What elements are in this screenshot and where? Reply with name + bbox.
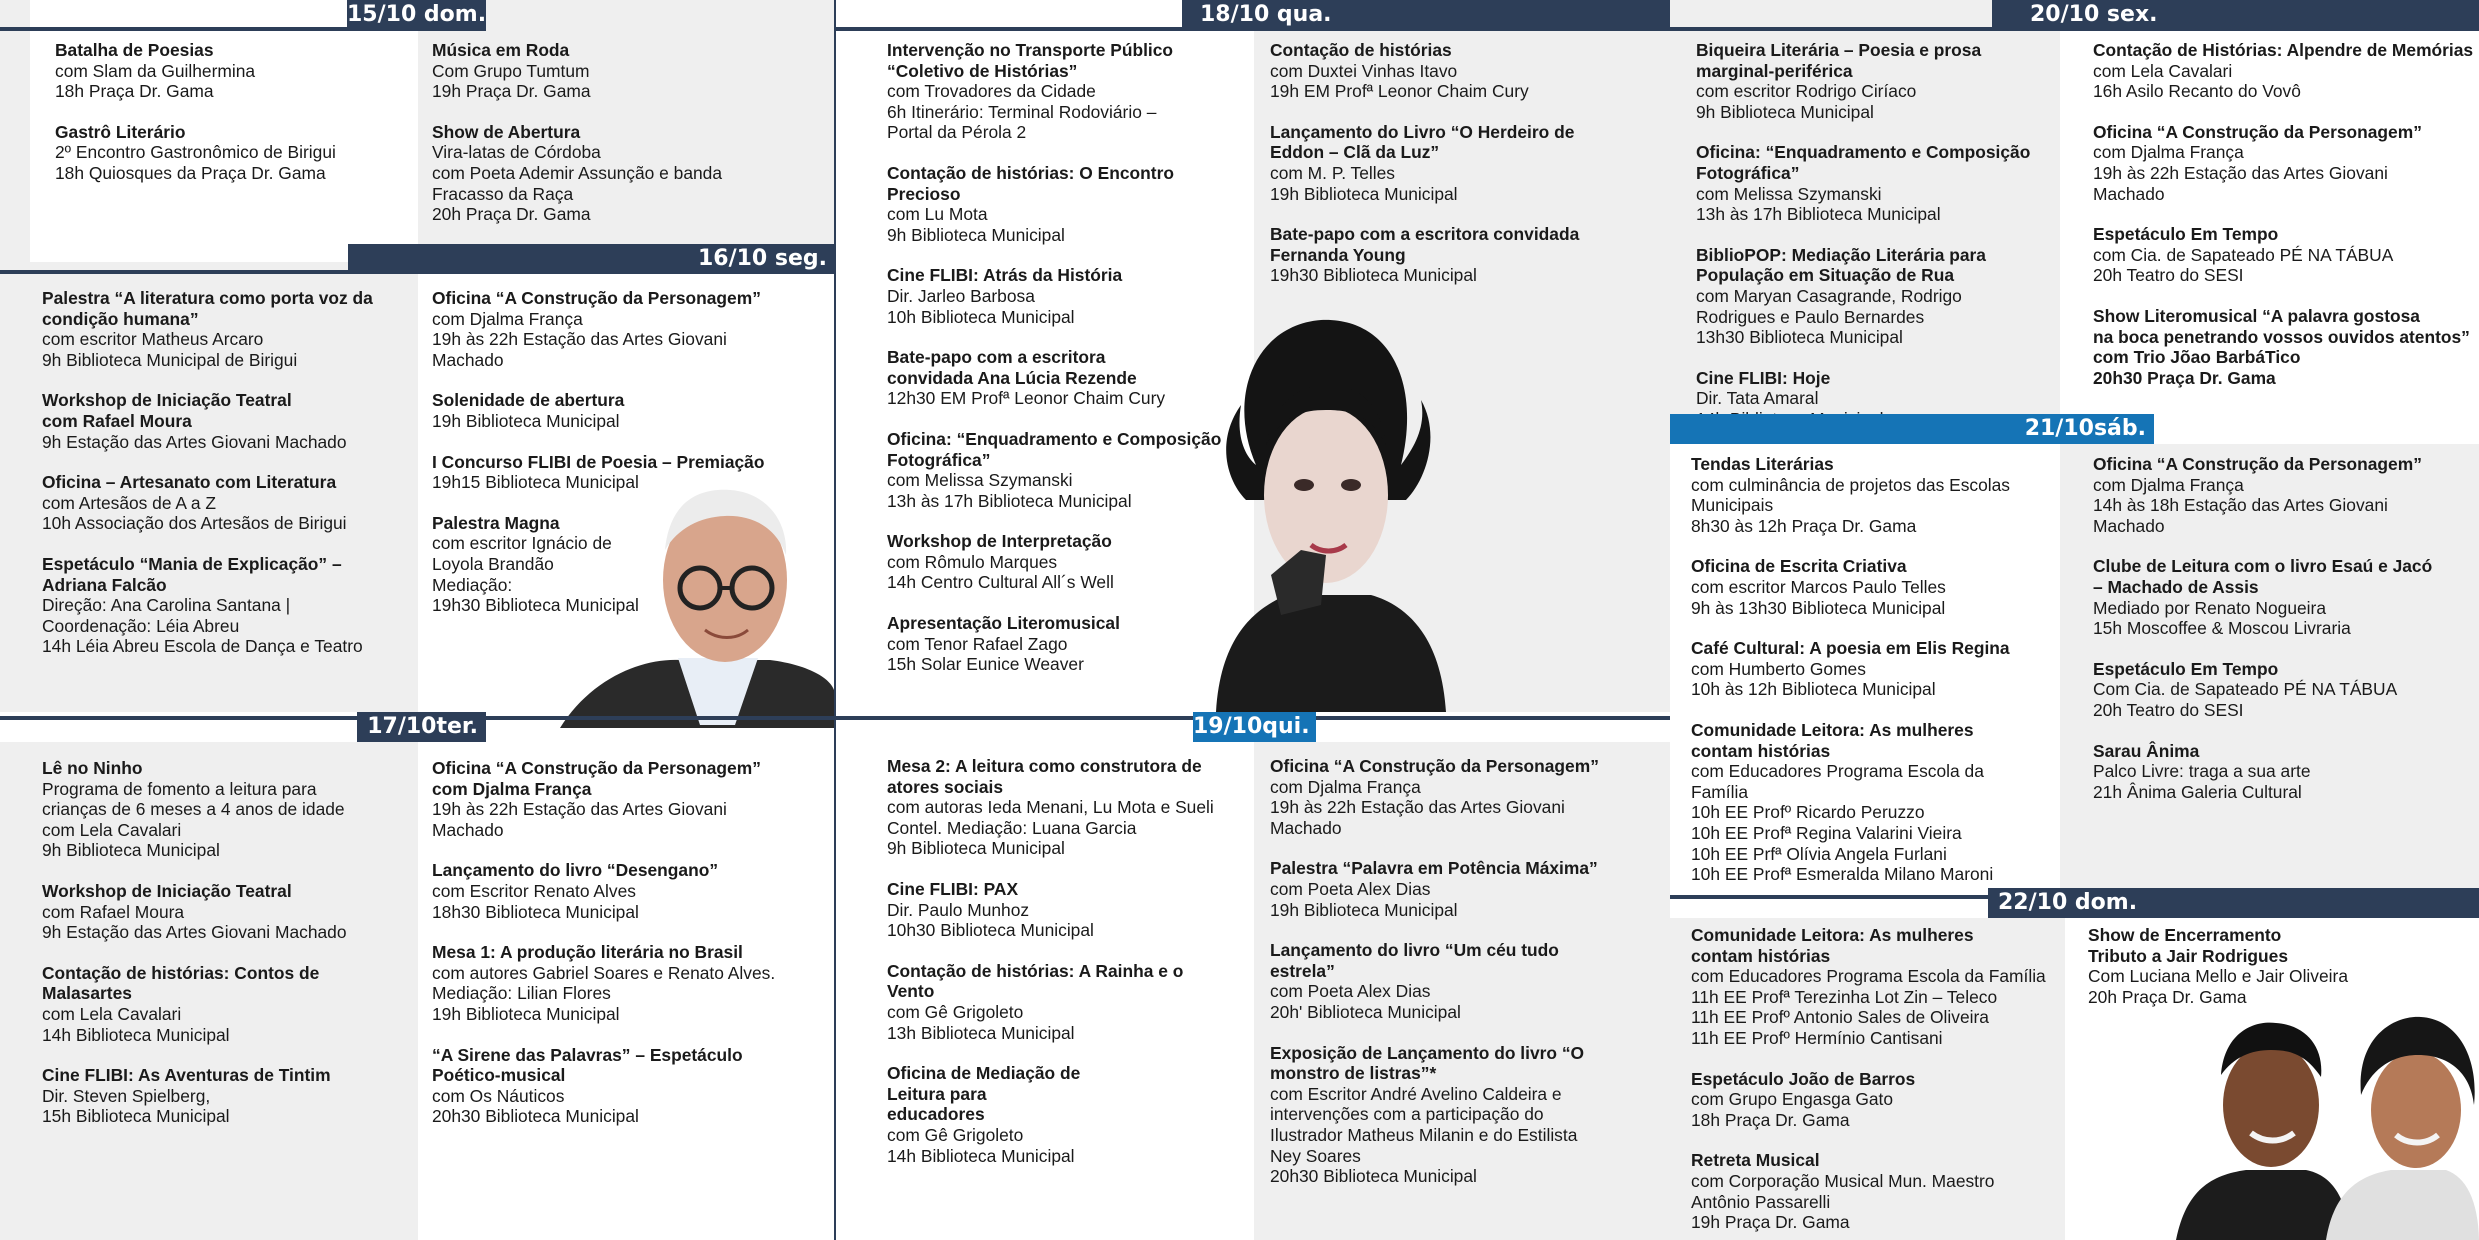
event-details: Com Luciana Mello e Jair Oliveira 20h Praça Dr. Gama bbox=[2088, 966, 2348, 1007]
event-title: Bate-papo com a escritora convidada Ana Lúcia Rezende bbox=[887, 347, 1137, 388]
event-title: Cine FLIBI: Atrás da História bbox=[887, 265, 1123, 286]
event-title: Solenidade de abertura bbox=[432, 390, 625, 411]
event-item bbox=[432, 288, 832, 370]
event-title: Cine FLIBI: Hoje bbox=[1696, 367, 1831, 388]
event-title: Contação de histórias bbox=[1270, 40, 1452, 60]
col-19-left bbox=[887, 756, 1252, 1186]
event-title: I Concurso FLIBI de Poesia – Premiação bbox=[432, 451, 765, 472]
date-tab-15: 15/10 dom. bbox=[347, 0, 486, 30]
event-item bbox=[432, 1045, 832, 1127]
event-details: com Duxtei Vinhas Itavo 19h EM Profª Leonor Chaim Cury bbox=[1270, 60, 1529, 102]
event-title: Lançamento do livro “Um céu tudo estrela” bbox=[1270, 940, 1559, 981]
event-details: com Cia. de Sapateado PÉ NA TÁBUA 20h Teatro do SESI bbox=[2093, 244, 2394, 286]
event-item bbox=[1696, 142, 2061, 224]
event-item bbox=[2093, 454, 2479, 536]
event-item bbox=[42, 963, 417, 1045]
event-item bbox=[2088, 925, 2479, 1007]
event-details: 12h30 EM Profª Leonor Chaim Cury bbox=[887, 388, 1166, 409]
event-title: Biqueira Literária – Poesia e prosa marginal-periférica bbox=[1696, 40, 1982, 81]
event-details: Palco Livre: traga a sua arte 21h Ânima Galeria Cultural bbox=[2093, 761, 2311, 802]
event-details: com autoras Ieda Menani, Lu Mota e Sueli Contel. Mediação: Luana Garcia 9h Biblioteca Municipal bbox=[887, 797, 1214, 859]
event-title: Sarau Ânima bbox=[2093, 740, 2200, 761]
portrait-photo-duo bbox=[2156, 1015, 2479, 1240]
col-18-right bbox=[1270, 40, 1668, 306]
event-title: Contação de Histórias: Alpendre de Memórias bbox=[2093, 40, 2474, 60]
event-details: com Djalma França 14h às 18h Estação das Artes Giovani Machado bbox=[2093, 474, 2388, 536]
event-item bbox=[42, 472, 417, 534]
panel-1 bbox=[0, 0, 835, 1240]
event-item bbox=[1691, 1150, 2066, 1232]
event-title: Retreta Musical bbox=[1691, 1150, 1820, 1171]
event-details: com Artesãos de A a Z 10h Associação dos Artesãos de Birigui bbox=[42, 492, 347, 534]
event-title: Oficina de Mediação de Leitura para educadores bbox=[887, 1063, 1081, 1125]
event-item bbox=[2093, 741, 2479, 803]
event-details: com Gê Grigoleto 14h Biblioteca Municipal bbox=[887, 1124, 1075, 1166]
event-details: Dir. Steven Spielberg, 15h Biblioteca Municipal bbox=[42, 1085, 230, 1127]
event-details: com Educadores Programa Escola da Família 10h EE Profº Ricardo Peruzzo 10h EE Profª Regina Valarini Vieira 10h EE Prfª Olívia Angela Furlani 10h EE Profª Esmeralda Milano Maroni bbox=[1691, 761, 1994, 885]
event-item bbox=[42, 554, 417, 657]
event-title: Comunidade Leitora: As mulheres contam histórias bbox=[1691, 925, 1974, 966]
event-details: com Rafael Moura 9h Estação das Artes Giovani Machado bbox=[42, 901, 347, 943]
event-title: Espetáculo Em Tempo bbox=[2093, 658, 2279, 679]
event-item bbox=[1270, 756, 1668, 838]
event-details: com Corporação Musical Mun. Maestro Antônio Passarelli 19h Praça Dr. Gama bbox=[1691, 1170, 1995, 1233]
event-details: Com Cia. de Sapateado PÉ NA TÁBUA 20h Teatro do SESI bbox=[2093, 679, 2398, 720]
event-item bbox=[432, 40, 832, 102]
event-details: Com Grupo Tumtum 19h Praça Dr. Gama bbox=[432, 60, 591, 102]
event-title: Intervenção no Transporte Público “Coletivo de Histórias” bbox=[887, 40, 1174, 81]
col-15-left bbox=[55, 40, 410, 204]
event-title: BiblioPOP: Mediação Literária para População em Situação de Rua bbox=[1696, 244, 1986, 286]
event-item bbox=[887, 163, 1252, 245]
event-title: Oficina: “Enquadramento e Composição Fotográfica” bbox=[887, 428, 1222, 470]
event-item bbox=[2093, 659, 2479, 721]
event-title: Bate-papo com a escritora convidada Fernanda Young bbox=[1270, 224, 1580, 265]
event-details: com culminância de projetos das Escolas Municipais 8h30 às 12h Praça Dr. Gama bbox=[1691, 474, 2010, 536]
event-item bbox=[42, 881, 417, 943]
event-item bbox=[887, 756, 1252, 859]
event-details: com Melissa Szymanski 13h às 17h Biblioteca Municipal bbox=[887, 470, 1132, 511]
event-details: com Educadores Programa Escola da Família 11h EE Profª Terezinha Lot Zin – Teleco 11h EE Profº Antonio Sales de Oliveira 11h EE Profº Hermínio Cantisani bbox=[1691, 966, 2046, 1048]
col-16-left bbox=[42, 288, 417, 677]
event-title: Espetáculo Em Tempo bbox=[2093, 224, 2279, 245]
event-details: 19h às 22h Estação das Artes Giovani Machado bbox=[432, 799, 727, 840]
event-details: Vira-latas de Córdoba com Poeta Ademir Assunção e banda Fracasso da Raça 20h Praça Dr. Gama bbox=[432, 142, 723, 225]
event-details: com Maryan Casagrande, Rodrigo Rodrigues e Paulo Bernardes 13h30 Biblioteca Municipal bbox=[1696, 285, 1962, 348]
event-details: com Poeta Alex Dias 19h Biblioteca Municipal bbox=[1270, 878, 1458, 920]
event-title: Lê no Ninho bbox=[42, 758, 143, 778]
event-item bbox=[2093, 306, 2479, 388]
event-item bbox=[42, 390, 417, 452]
event-title: Contação de histórias: Contos de Malasartes bbox=[42, 962, 320, 1004]
event-details: com Lela Cavalari 14h Biblioteca Municipal bbox=[42, 1003, 230, 1045]
event-item bbox=[432, 758, 832, 840]
event-title: Contação de histórias: O Encontro Precioso bbox=[887, 162, 1174, 204]
event-details: com escritor Rodrigo Ciríaco 9h Biblioteca Municipal bbox=[1696, 81, 1917, 122]
event-title: Cine FLIBI: As Aventuras de Tintim bbox=[42, 1065, 331, 1086]
event-title: Batalha de Poesias bbox=[55, 40, 214, 60]
event-details: com Lela Cavalari 16h Asilo Recanto do Vovô bbox=[2093, 60, 2301, 102]
event-details: 19h Biblioteca Municipal bbox=[432, 410, 620, 431]
event-item bbox=[2093, 224, 2479, 286]
event-title: Mesa 2: A leitura como construtora de atores sociais bbox=[887, 756, 1202, 797]
col-20-left bbox=[1696, 40, 2061, 450]
event-title: Show de Encerramento Tributo a Jair Rodrigues bbox=[2088, 925, 2289, 966]
event-item bbox=[1696, 40, 2061, 122]
event-title: Palestra “Palavra em Potência Máxima” bbox=[1270, 858, 1598, 879]
date-tab-17: 17/10ter. bbox=[357, 712, 486, 742]
event-item bbox=[1270, 858, 1668, 920]
event-title: Oficina “A Construção da Personagem” bbox=[2093, 121, 2422, 142]
event-item bbox=[42, 288, 417, 370]
event-title: Comunidade Leitora: As mulheres contam histórias bbox=[1691, 719, 1974, 761]
event-title: Show Literomusical “A palavra gostosa na boca penetrando vossos ouvidos atentos” com Trio Jõao BarbáTico 20h30 Praça Dr. Gama bbox=[2093, 305, 2470, 388]
event-details: com escritor Matheus Arcaro 9h Biblioteca Municipal de Birigui bbox=[42, 329, 298, 370]
col-17-left bbox=[42, 758, 417, 1147]
event-title: Exposição de Lançamento do livro “O monstro de listras”* bbox=[1270, 1042, 1585, 1084]
event-details: com Grupo Engasga Gato 18h Praça Dr. Gama bbox=[1691, 1089, 1894, 1130]
event-title: Workshop de Iniciação Teatral com Rafael Moura bbox=[42, 390, 292, 431]
event-details: Dir. Paulo Munhoz 10h30 Biblioteca Municipal bbox=[887, 899, 1094, 941]
event-details: com Poeta Alex Dias 20h' Biblioteca Municipal bbox=[1270, 981, 1461, 1022]
event-details: com Djalma França 19h às 22h Estação das Artes Giovani Machado bbox=[2093, 142, 2388, 204]
event-title: Espetáculo João de Barros bbox=[1691, 1068, 1916, 1089]
event-details: com Tenor Rafael Zago 15h Solar Eunice Weaver bbox=[887, 633, 1084, 675]
event-item bbox=[432, 390, 832, 431]
event-item bbox=[42, 758, 417, 861]
event-title: Oficina “A Construção da Personagem” bbox=[1270, 756, 1599, 776]
event-item bbox=[887, 961, 1252, 1043]
event-details: com Escritor Renato Alves 18h30 Biblioteca Municipal bbox=[432, 880, 639, 922]
event-item bbox=[2093, 122, 2479, 204]
event-details: 19h15 Biblioteca Municipal bbox=[432, 472, 639, 493]
event-title: Oficina “A Construção da Personagem” bbox=[2093, 454, 2422, 474]
event-item bbox=[1691, 720, 2061, 885]
event-title: Música em Roda bbox=[432, 40, 570, 60]
panel-3 bbox=[1670, 0, 2479, 1240]
event-title: Espetáculo “Mania de Explicação” – Adriana Falcão bbox=[42, 553, 342, 595]
col-22-right bbox=[2088, 925, 2479, 1027]
event-details: com Os Náuticos 20h30 Biblioteca Municipal bbox=[432, 1085, 639, 1127]
event-title: Cine FLIBI: PAX bbox=[887, 878, 1019, 899]
event-item bbox=[1270, 1043, 1668, 1187]
event-details: Mediado por Renato Nogueira 15h Moscoffee & Moscou Livraria bbox=[2093, 597, 2351, 639]
event-title: Clube de Leitura com o livro Esaú e Jacó – Machado de Assis bbox=[2093, 556, 2433, 597]
event-title: Café Cultural: A poesia em Elis Regina bbox=[1691, 638, 2010, 659]
event-title: Palestra Magna bbox=[432, 512, 560, 533]
col-17-right bbox=[432, 758, 832, 1147]
portrait-photo-woman bbox=[1186, 305, 1456, 712]
event-details: com Djalma França 19h às 22h Estação das Artes Giovani Machado bbox=[1270, 776, 1565, 838]
event-title: Mesa 1: A produção literária no Brasil bbox=[432, 942, 743, 963]
event-title: Oficina “A Construção da Personagem” com Djalma França bbox=[432, 758, 761, 799]
event-item bbox=[1270, 224, 1668, 286]
event-title: Oficina de Escrita Criativa bbox=[1691, 556, 1907, 577]
event-title: Oficina – Artesanato com Literatura bbox=[42, 472, 337, 493]
event-details: com Melissa Szymanski 13h às 17h Biblioteca Municipal bbox=[1696, 183, 1941, 225]
date-tab-20: 20/10 sex. bbox=[1992, 0, 2479, 30]
event-title: Workshop de Interpretação bbox=[887, 531, 1112, 552]
portrait-photo-older-man bbox=[560, 480, 835, 728]
event-item bbox=[55, 122, 410, 184]
event-details: com escritor Ignácio de Loyola Brandão Mediação: 19h30 Biblioteca Municipal bbox=[432, 533, 639, 616]
event-item bbox=[42, 1065, 417, 1127]
event-item bbox=[432, 942, 832, 1024]
event-title: Gastrô Literário bbox=[55, 121, 186, 142]
event-title: Lançamento do livro “Desengano” bbox=[432, 860, 719, 881]
event-item bbox=[2093, 40, 2479, 102]
event-item bbox=[887, 1063, 1252, 1166]
col-19-right bbox=[1270, 756, 1668, 1207]
event-details: com Trovadores da Cidade 6h Itinerário: Terminal Rodoviário – Portal da Pérola 2 bbox=[887, 81, 1157, 143]
event-title: Oficina “A Construção da Personagem” bbox=[432, 288, 761, 308]
col-21-right bbox=[2093, 454, 2479, 822]
event-item bbox=[1270, 940, 1668, 1022]
event-title: Tendas Literárias bbox=[1691, 454, 1834, 474]
date-tab-18: 18/10 qua. bbox=[1182, 0, 1670, 30]
event-title: Oficina: “Enquadramento e Composição Fotográfica” bbox=[1696, 142, 2031, 183]
event-details: Programa de fomento a leitura para crianças de 6 meses a 4 anos de idade com Lela Cavalari 9h Biblioteca Municipal bbox=[42, 778, 345, 861]
event-details: Dir. Tata Amaral bbox=[1696, 388, 1819, 409]
event-item bbox=[887, 40, 1252, 143]
event-title: Contação de histórias: A Rainha e o Vento bbox=[887, 960, 1184, 1002]
event-item bbox=[432, 122, 832, 225]
event-details: 9h Estação das Artes Giovani Machado bbox=[42, 431, 347, 452]
panel-2 bbox=[836, 0, 1670, 1240]
event-title: Show de Abertura bbox=[432, 121, 581, 142]
col-20-right bbox=[2093, 40, 2479, 408]
date-tab-22: 22/10 dom. bbox=[1988, 888, 2479, 918]
event-item bbox=[887, 879, 1252, 941]
event-item bbox=[432, 860, 832, 922]
event-item bbox=[1691, 556, 2061, 618]
event-details: Dir. Jarleo Barbosa 10h Biblioteca Municipal bbox=[887, 285, 1075, 327]
event-item bbox=[1696, 245, 2061, 348]
event-details: com escritor Marcos Paulo Telles 9h às 13h30 Biblioteca Municipal bbox=[1691, 576, 1946, 618]
event-details: com Lu Mota 9h Biblioteca Municipal bbox=[887, 204, 1065, 245]
event-title: Apresentação Literomusical bbox=[887, 613, 1120, 634]
event-title: “A Sirene das Palavras” – Espetáculo Poético-musical bbox=[432, 1044, 743, 1086]
event-details: Direção: Ana Carolina Santana | Coordenação: Léia Abreu 14h Léia Abreu Escola de Dança e Teatro bbox=[42, 595, 363, 657]
col-15-right bbox=[432, 40, 832, 245]
event-item bbox=[1691, 454, 2061, 536]
event-item bbox=[1270, 122, 1668, 204]
event-item bbox=[1691, 925, 2066, 1049]
event-title: Lançamento do Livro “O Herdeiro de Eddon – Clã da Luz” bbox=[1270, 121, 1575, 163]
date-tab-19: 19/10qui. bbox=[1193, 712, 1316, 742]
event-details: com Humberto Gomes 10h às 12h Biblioteca Municipal bbox=[1691, 658, 1936, 700]
event-details: com Slam da Guilhermina 18h Praça Dr. Gama bbox=[55, 60, 256, 102]
event-details: com autores Gabriel Soares e Renato Alves. Mediação: Lilian Flores 19h Biblioteca Municipal bbox=[432, 962, 776, 1024]
bg-15-left bbox=[0, 0, 30, 262]
event-item bbox=[55, 40, 410, 102]
event-details: 19h30 Biblioteca Municipal bbox=[1270, 265, 1477, 286]
event-title: Palestra “A literatura como porta voz da condição humana” bbox=[42, 288, 373, 329]
event-details: com Rômulo Marques 14h Centro Cultural All´s Well bbox=[887, 551, 1114, 593]
event-details: com Gê Grigoleto 13h Biblioteca Municipal bbox=[887, 1001, 1075, 1043]
event-title: Workshop de Iniciação Teatral bbox=[42, 880, 292, 901]
date-tab-16: 16/10 seg. bbox=[348, 244, 835, 274]
event-details: com Djalma França 19h às 22h Estação das Artes Giovani Machado bbox=[432, 308, 727, 370]
col-22-left bbox=[1691, 925, 2066, 1240]
event-item bbox=[1691, 638, 2061, 700]
event-details: com Escritor André Avelino Caldeira e intervenções com a participação do Ilustrador Matheus Milanin e do Estilista Ney Soares 20h30 Biblioteca Municipal bbox=[1270, 1083, 1578, 1187]
event-item bbox=[1270, 40, 1668, 102]
event-details: 2º Encontro Gastronômico de Birigui 18h Quiosques da Praça Dr. Gama bbox=[55, 142, 336, 183]
col-21-left bbox=[1691, 454, 2061, 905]
event-item bbox=[2093, 556, 2479, 638]
event-details: com M. P. Telles 19h Biblioteca Municipal bbox=[1270, 162, 1458, 204]
event-item bbox=[1691, 1069, 2066, 1131]
date-tab-21: 21/10sáb. bbox=[1670, 414, 2154, 444]
